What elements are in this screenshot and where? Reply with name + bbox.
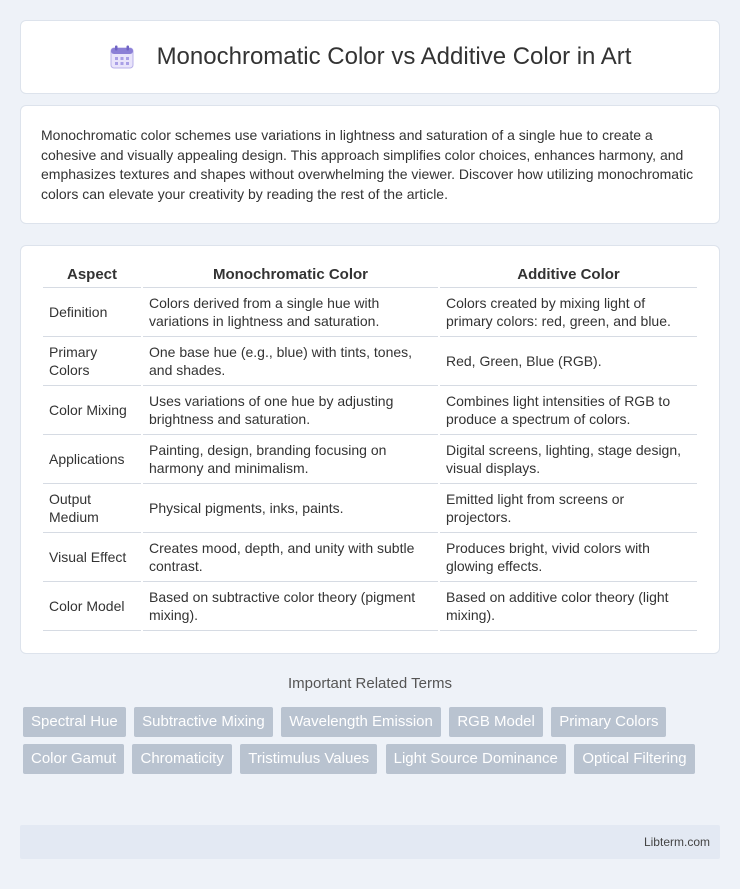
table-row bbox=[43, 288, 697, 337]
additive-cell: Red, Green, Blue (RGB). bbox=[440, 337, 697, 386]
related-term-tag[interactable]: Color Gamut bbox=[23, 744, 124, 774]
additive-cell: Digital screens, lighting, stage design, visual displays. bbox=[440, 435, 697, 484]
monochromatic-cell: Physical pigments, inks, paints. bbox=[143, 484, 438, 533]
aspect-cell: Color Mixing bbox=[43, 386, 141, 435]
aspect-cell: Color Model bbox=[43, 582, 141, 631]
intro-card bbox=[20, 105, 720, 224]
table-row bbox=[43, 435, 697, 484]
related-term-tag[interactable]: Wavelength Emission bbox=[281, 707, 441, 737]
table-row bbox=[43, 386, 697, 435]
aspect-cell: Output Medium bbox=[43, 484, 141, 533]
comparison-table bbox=[41, 266, 699, 631]
additive-cell: Based on additive color theory (light mixing). bbox=[440, 582, 697, 631]
header-monochromatic: Monochromatic Color bbox=[143, 266, 438, 288]
additive-cell: Combines light intensities of RGB to produce a spectrum of colors. bbox=[440, 386, 697, 435]
additive-cell: Produces bright, vivid colors with glowing effects. bbox=[440, 533, 697, 582]
header-aspect: Aspect bbox=[43, 266, 141, 288]
related-term-tag[interactable]: RGB Model bbox=[449, 707, 543, 737]
aspect-cell: Visual Effect bbox=[43, 533, 141, 582]
related-term-tag[interactable]: Optical Filtering bbox=[574, 744, 694, 774]
aspect-cell: Primary Colors bbox=[43, 337, 141, 386]
related-term-tag[interactable]: Spectral Hue bbox=[23, 707, 126, 737]
related-term-tag[interactable]: Chromaticity bbox=[132, 744, 231, 774]
header-additive: Additive Color bbox=[440, 266, 697, 288]
aspect-cell: Definition bbox=[43, 288, 141, 337]
monochromatic-cell: Based on subtractive color theory (pigment mixing). bbox=[143, 582, 438, 631]
footer-brand-link[interactable]: Libterm.com bbox=[643, 835, 710, 849]
additive-cell: Colors created by mixing light of primary colors: red, green, and blue. bbox=[440, 288, 697, 337]
table-header-row bbox=[43, 266, 697, 288]
table-row bbox=[43, 533, 697, 582]
monochromatic-cell: Colors derived from a single hue with variations in lightness and saturation. bbox=[143, 288, 438, 337]
monochromatic-cell: Creates mood, depth, and unity with subtle contrast. bbox=[143, 533, 438, 582]
footer bbox=[20, 825, 720, 859]
intro-text: Monochromatic color schemes use variations in lightness and saturation of a single hue to create a cohesive and visually appealing design. This approach simplifies color choices, enhances harmony, and emphasizes textures and shapes without overwhelming the viewer. Discover how utilizing monochromatic colors can elevate your creativity by reading the rest of the article. bbox=[41, 127, 694, 202]
calendar-icon bbox=[109, 44, 135, 70]
page-title: Monochromatic Color vs Additive Color in Art bbox=[156, 43, 632, 70]
table-row bbox=[43, 337, 697, 386]
monochromatic-cell: One base hue (e.g., blue) with tints, tones, and shades. bbox=[143, 337, 438, 386]
related-term-tag[interactable]: Subtractive Mixing bbox=[134, 707, 273, 737]
related-term-tag[interactable]: Primary Colors bbox=[551, 707, 666, 737]
comparison-table-card bbox=[20, 245, 720, 654]
header-card bbox=[20, 20, 720, 94]
additive-cell: Emitted light from screens or projectors. bbox=[440, 484, 697, 533]
related-term-tag[interactable]: Tristimulus Values bbox=[240, 744, 377, 774]
related-terms-list bbox=[23, 707, 703, 781]
aspect-cell: Applications bbox=[43, 435, 141, 484]
related-terms-title: Important Related Terms bbox=[288, 675, 452, 692]
related-term-tag[interactable]: Light Source Dominance bbox=[386, 744, 566, 774]
table-row bbox=[43, 582, 697, 631]
monochromatic-cell: Painting, design, branding focusing on harmony and minimalism. bbox=[143, 435, 438, 484]
monochromatic-cell: Uses variations of one hue by adjusting brightness and saturation. bbox=[143, 386, 438, 435]
table-row bbox=[43, 484, 697, 533]
